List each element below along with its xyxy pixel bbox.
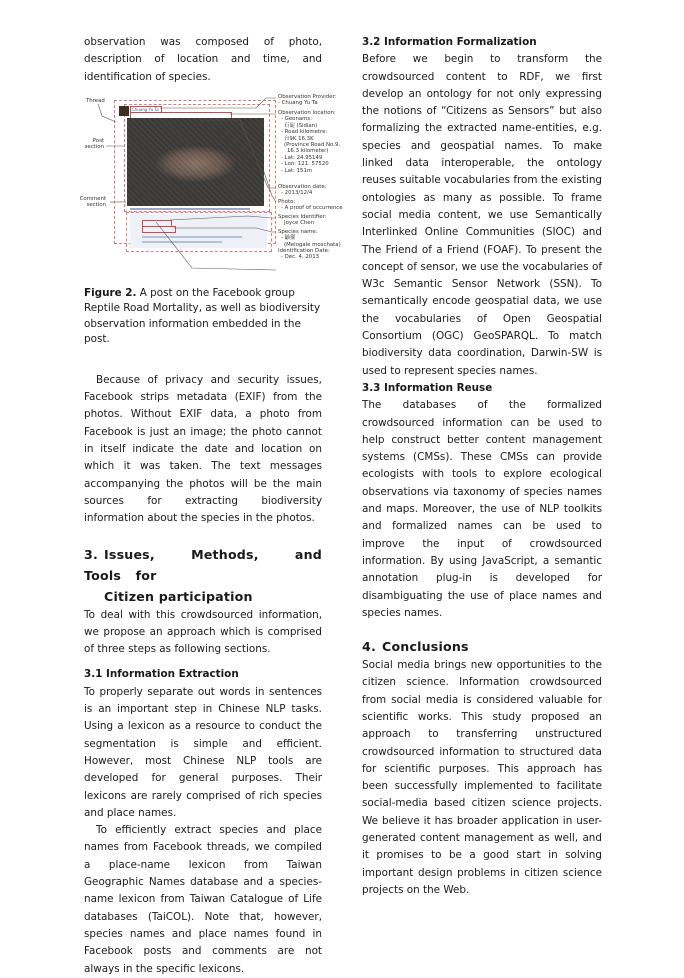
section-3-intro: To deal with this crowdsourced information, we propose an approach which is comprised of three steps as following sections.: [84, 608, 322, 656]
post-author: Chuang Yu Ta: [132, 106, 159, 112]
annotation-identifier: Species Identifier: Joyce Chen: [278, 213, 327, 227]
annotation-location: Observation location: - Geonams: 石碇 (Sidian) - Road kilometre: 台9K 16.3K (Province Road No.9, 16.3 kilometer) - Lat: 24.95149 - Lon: 121. 57520 - Lat: 151m: [278, 109, 341, 174]
annotation-provider: Observation Provider: - Chuang Yu Ta: [278, 93, 337, 107]
annotation-species: Species name: - 鼬獾 (Melogale moschata): [278, 228, 341, 248]
annotation-date: Observation date: - 2013/12/4: [278, 183, 327, 197]
left-column: [79, 34, 343, 978]
section-4-para: Social media brings new opportunities to the citizen science. Information crowdsourced from social media is considered valuable for scientific works. This study proposed an approach to transferring unstructured crowdsourced information to structured data for scientific purposes. This approach has been successfully implemented to facilitate social-media based citizen science projects. We believe it has broader application in user-generated content management as well, and it promises to be a good start in solving important design problems in citizen science projects on the Web.: [362, 659, 602, 896]
subsection-3-2-para: Before we begin to transform the crowdsourced content to RDF, we first develop an ontology for not only expressing the notions of “Citizens as Sensors” but also formalizing the extracted name-entities, e.g. species and geospatial names. To make linked data interoperable, the ontology reuses suitable vocabularies from the existing ontologies as many as possible. To frame social media content, we use Semantically Interlinked Online Communities (SIOC) and The Friend of a Friend (FOAF). To present the concept of sensor, we use the vocabularies of W3c Semantic Sensor Network (SSN). To semantically encode geospatial data, we use the vocabularies of Open Geospatial Consortium (OGC) GeoSPARQL. To match biodiversity data coordination, Darwin-SW is used to represent species names.: [362, 53, 602, 377]
leader-id-date: [156, 222, 276, 270]
leader-photo: [264, 172, 276, 202]
label-thread: Thread: [86, 97, 105, 104]
privacy-paragraph: Because of privacy and security issues, Facebook strips metadata (EXIF) from the photos. Without EXIF data, a photo from Facebook is just an image; the photo cannot in itself indicate the date and location on which it was taken. The text messages accompanying the photos will be the main sources for extracting biodiversity information about the species in the photos.: [84, 373, 322, 525]
caption-label: Figure 2.: [84, 286, 137, 299]
section-4-heading: 4. Conclusions: [362, 639, 469, 655]
label-comment-section: Comment section: [79, 195, 106, 209]
subsection-3-1-heading: 3.1 Information Extraction: [84, 668, 239, 681]
caption-text: A post on the Facebook group Reptile Road Mortality, as well as biodiversity observation information embedded in the post.: [84, 286, 321, 346]
right-column: [362, 34, 602, 899]
figure-2: [79, 92, 343, 261]
label-post-section: Post section: [84, 137, 104, 151]
subsection-3-1-para1: To properly separate out words in sentences is an important step in Chinese NLP tasks. Using a lexicon as a resource to conduct the segmentation is simple and efficient. However, most Chinese NLP tools are developed for general purposes. Their lexicons are rarely comprised of rich species and place names.: [84, 685, 322, 819]
annotation-photo: Photo: - A proof of occurrence: [278, 198, 343, 212]
leader-date: [200, 120, 276, 188]
intro-paragraph: observation was composed of photo, description of location and time, and identification of species.: [84, 36, 322, 83]
annotation-identification-date: Identification Date: - Dec. 4, 2013: [278, 247, 330, 261]
leader-identifier: [170, 216, 276, 220]
section-3-heading: 3. Issues, Methods, and Tools for Citizen participation: [84, 546, 322, 604]
leader-provider: [160, 98, 276, 108]
figure-caption: [84, 286, 322, 348]
subsection-3-3-heading: 3.3 Information Reuse: [362, 381, 493, 394]
subsection-3-1-para2: To efficiently extract species and place names from Facebook threads, we compiled a place-name lexicon from Taiwan Geographic Names database and a species-name lexicon from Taiwan Catalogue of Life databases (TaiCOL). Note that, however, species names and place names found in Facebook posts and comments are not always in the specific lexicons.: [84, 824, 322, 975]
subsection-3-3-para: The databases of the formalized crowdsourced information can be used to help construct better content management systems (CMSs). These CMSs can provide ecologists with tools to explore ecological observations via taxonomy of species names and maps. Moreover, the use of NLP toolkits and formalized names can be used to improve the input of crowdsourced information. By using JavaScript, a semantic annotation plug-in is developed for disambiguating the use of place names and species names.: [362, 399, 602, 619]
leader-thread: [98, 104, 116, 122]
subsection-3-2-heading: 3.2 Information Formalization: [362, 36, 537, 48]
leader-species: [174, 228, 276, 232]
